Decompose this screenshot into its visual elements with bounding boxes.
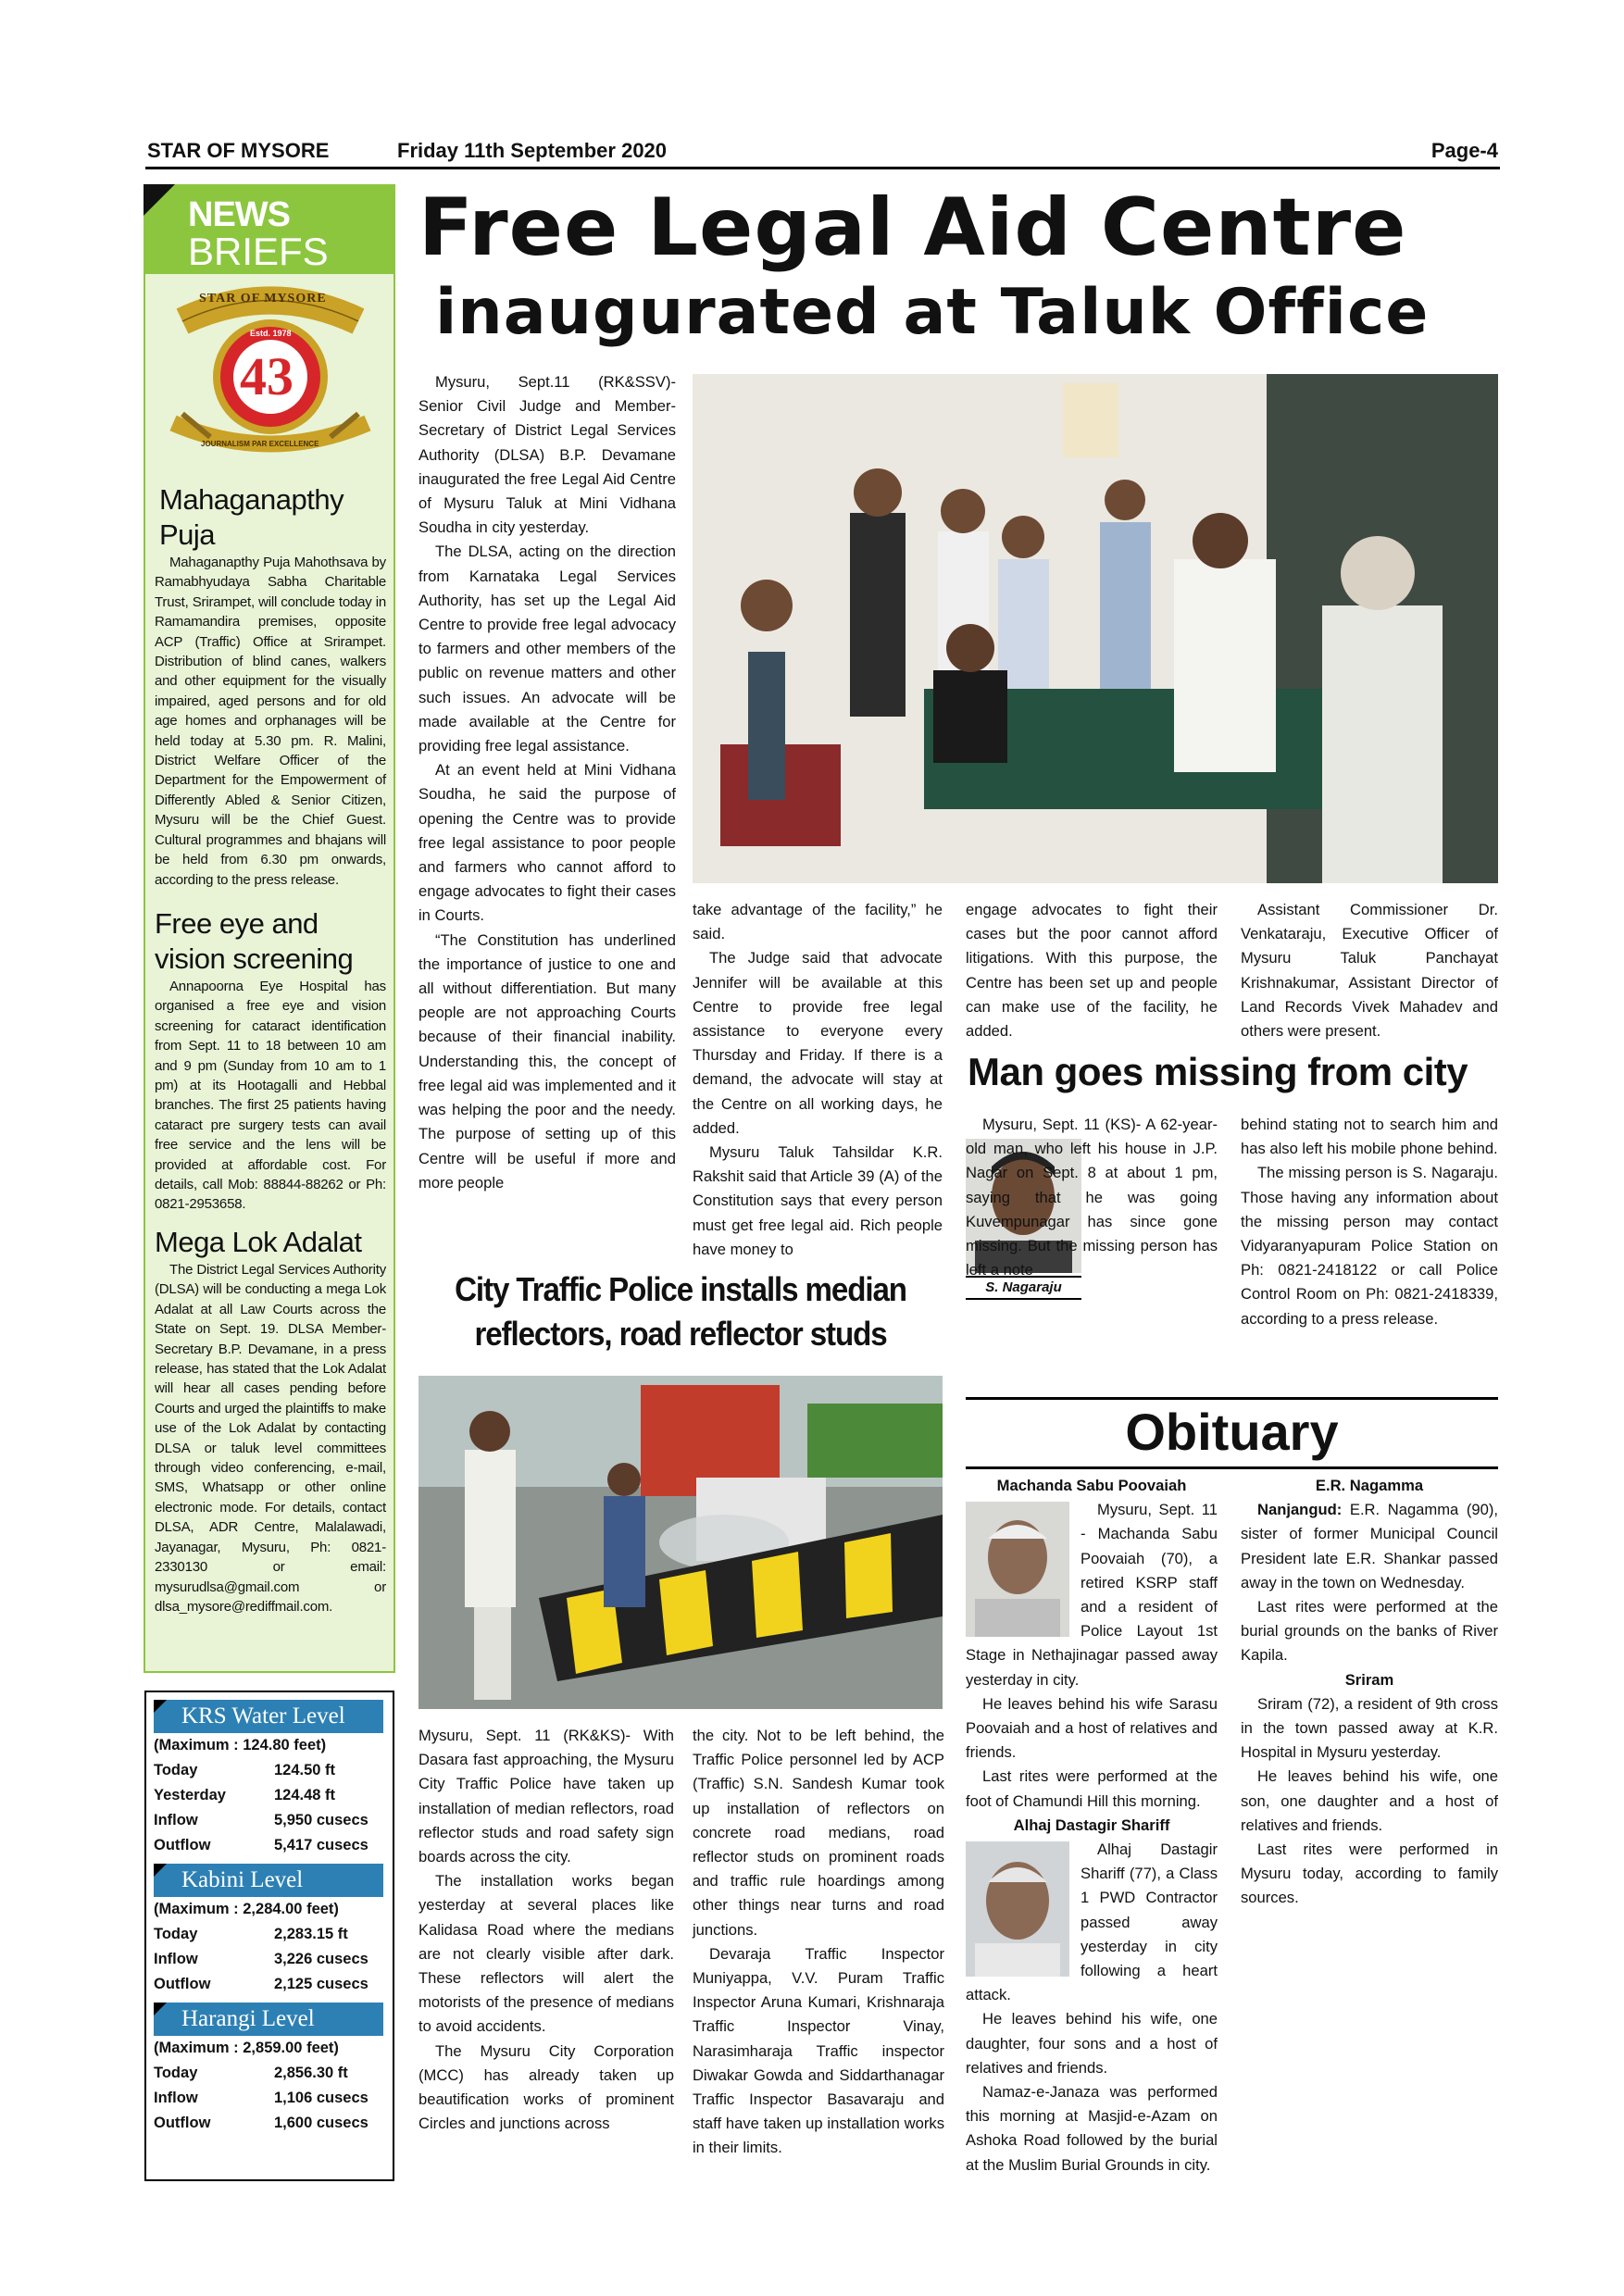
brief-body: Mahaganapthy Puja Mahothsava by Ramabhyudaya Sabha Charitable Trust, Srirampet, will conclude today in Ramamandira premises, opposite ACP (Traffic) Office at Srirampet. Distribution of blind canes, walkers and other equipment for the visually impaired, aged persons and for old age homes and orphanages will be held today at 5.30 pm. R. Malini, District Welfare Officer of the Department for the Empowerment of Differently Abled & Senior Citizen, Mysuru will be the Chief Guest. Cultural programmes and bhajans will be held from 6.30 pm onwards, according to the press release. xyxy=(155,555,386,888)
obit-paragraph: Alhaj Dastagir Shariff (77), a Class 1 PWD Contractor passed away yesterday in city following a heart attack. xyxy=(966,1841,1218,2004)
obit-paragraph: Last rites were performed at the burial grounds on the banks of River Kapila. xyxy=(1241,1598,1498,1665)
obituary-rule-bottom xyxy=(966,1466,1498,1469)
obit-paragraph: Last rites were performed in Mysuru today, according to family sources. xyxy=(1241,1841,1498,1907)
harangi-max: (Maximum : 2,859.00 feet) xyxy=(154,2040,339,2056)
lead-paragraph: Mysuru Taluk Tahsildar K.R. Rakshit said that Article 39 (A) of the Constitution says that every person must get free legal aid. Rich people have money to xyxy=(693,1143,943,1258)
obit-paragraph: Nanjangud: E.R. Nagamma (90), sister of former Municipal Council President late E.R. Shankar passed away in the town on Wednesday. xyxy=(1241,1501,1498,1591)
obit-location: Nanjangud: xyxy=(1257,1501,1343,1519)
kabini-max: (Maximum : 2,284.00 feet) xyxy=(154,1901,339,1917)
obit-photo-poovaiah xyxy=(966,1502,1069,1637)
legal-aid-photo xyxy=(693,374,1498,883)
obit-paragraph: Namaz-e-Janaza was performed this morning at Masjid-e-Azam on Ashoka Road followed by the burial at the Muslim Burial Grounds in city. xyxy=(966,2083,1218,2174)
missing-headline: Man goes missing from city xyxy=(968,1050,1468,1093)
photo-reflector-installation xyxy=(418,1376,943,1709)
level-row: Outflow 2,125 cusecs xyxy=(154,1976,369,1992)
lead-paragraph: take advantage of the facility,” he said. xyxy=(693,901,943,943)
obit-name: Alhaj Dastagir Shariff xyxy=(1013,1816,1170,1834)
lead-paragraph: At an event held at Mini Vidhana Soudha, he said the purpose of opening the Centre was to provide free legal assistance to poor people and farmers who cannot afford to engage advocates to fight their cases in Courts. xyxy=(418,761,676,925)
krs-level-title: KRS Water Level xyxy=(154,1700,383,1733)
lead-column-4 xyxy=(1241,898,1498,1043)
harangi-level xyxy=(154,2003,383,2136)
photo-legal-aid-inauguration xyxy=(693,374,1498,883)
obit-paragraph: Sriram (72), a resident of 9th cross in the town passed away at K.R. Hospital in Mysuru yesterday. xyxy=(1241,1694,1498,1762)
obit-paragraph: He leaves behind his wife Sarasu Poovaiah and a host of relatives and friends. xyxy=(966,1694,1218,1762)
brief-eye-screening xyxy=(155,906,386,1215)
missing-photo-caption: S. Nagaraju xyxy=(966,1276,1081,1300)
lead-column-2 xyxy=(693,898,943,1262)
obit-name: Sriram xyxy=(1344,1670,1394,1689)
traffic-paragraph: the city. Not to be left behind, the Traffic Police personnel led by ACP (Traffic) S.N. Sandesh Kumar took up installation of reflectors on concrete road medians, road reflector studs on prominent roads and traffic rule hoardings among other things near turns and road junctions. xyxy=(693,1727,944,1939)
paper-name: STAR OF MYSORE xyxy=(147,139,330,162)
news-label: NEWS xyxy=(188,195,290,234)
traffic-headline-line2: reflectors, road reflector studs xyxy=(474,1315,887,1353)
traffic-headline-line1: City Traffic Police installs median xyxy=(455,1270,906,1308)
level-row: Yesterday 124.48 ft xyxy=(154,1787,336,1803)
level-row: Today 2,856.30 ft xyxy=(154,2065,348,2081)
obit-paragraph: He leaves behind his wife, one daughter, four sons and a host of relatives and friends. xyxy=(966,2010,1218,2077)
level-row: Outflow 1,600 cusecs xyxy=(154,2115,369,2131)
level-row: Inflow 5,950 cusecs xyxy=(154,1812,369,1828)
brief-title-line1: Free eye and xyxy=(155,907,319,940)
missing-paragraph: The missing person is S. Nagaraju. Those having any information about the missing person may contact Vidyaranyapuram Police Station on Ph: 0821-2418122 or call Police Control Room on Ph: 0821-2418339, according to a press release. xyxy=(1241,1164,1498,1328)
brief-lok-adalat xyxy=(155,1225,386,1616)
brief-puja xyxy=(155,482,386,890)
obit-name: E.R. Nagamma xyxy=(1315,1477,1424,1494)
kabini-level xyxy=(154,1864,383,1997)
brief-body: The District Legal Services Authority (DLSA) will be conducting a mega Lok Adalat at all Law Courts across the State on Sept. 19. DLSA Member-Secretary B.P. Devamane, in a press release, has stated that the Lok Adalat will hear all cases pending before Courts and urged the plaintiffs to make use of the Lok Adalat by contacting DLSA or taluk level committees through video conferencing, e-mail, SMS, Whatsapp or other online electronic mode. For details, contact DLSA, ADR Centre, Malalawadi, Jayanagar, Mysuru, Ph: 0821-2330130 or email: mysurudlsa@gmail.com or dlsa_mysore@rediffmail.com. xyxy=(155,1262,386,1615)
missing-column-2 xyxy=(1241,1113,1498,1331)
krs-level xyxy=(154,1700,383,1858)
obit-paragraph: Mysuru, Sept. 11 - Machanda Sabu Poovaiah (70), a retired KSRP staff and a resident of Police Layout 1st Stage in Nethajinagar passed away yesterday in city. xyxy=(966,1501,1218,1689)
kabini-level-title: Kabini Level xyxy=(154,1864,383,1897)
obit-paragraph: Last rites were performed at the foot of Chamundi Hill this morning. xyxy=(966,1767,1218,1810)
harangi-level-title: Harangi Level xyxy=(154,2003,383,2036)
traffic-paragraph: The Mysuru City Corporation (MCC) has already taken up beautification works of prominent Circles and junctions across xyxy=(418,2041,674,2133)
missing-column-1 xyxy=(966,1113,1218,1282)
lead-paragraph: Mysuru, Sept.11 (RK&SSV)- Senior Civil Judge and Member-Secretary of District Legal Services Authority (DLSA) B.P. Devamane inaugurated the free Legal Aid Centre of Mysuru Taluk at Mini Vidhana Soudha in city yesterday. xyxy=(418,373,676,537)
level-row: Today 124.50 ft xyxy=(154,1762,336,1778)
lead-headline-line1: Free Legal Aid Centre xyxy=(418,181,1407,274)
missing-paragraph: behind stating not to search him and has also left his mobile phone behind. xyxy=(1241,1116,1498,1158)
lead-column-3 xyxy=(966,898,1218,1043)
news-briefs-label xyxy=(145,186,394,274)
level-row: Inflow 3,226 cusecs xyxy=(154,1951,369,1967)
briefs-label: BRIEFS xyxy=(188,230,329,273)
logo-number: 43 xyxy=(240,346,294,406)
masthead-bar xyxy=(145,135,1500,169)
level-row: Inflow 1,106 cusecs xyxy=(154,2090,369,2106)
photo-dastagir-shariff xyxy=(966,1841,1069,1977)
obituary-column-2 xyxy=(1241,1474,1498,1911)
logo-estd: Estd. 1978 xyxy=(250,329,292,338)
traffic-photo xyxy=(418,1376,943,1709)
obit-paragraph: He leaves behind his wife, one son, one daughter and a host of relatives and friends. xyxy=(1241,1767,1498,1834)
brief-title: Mega Lok Adalat xyxy=(155,1226,362,1258)
traffic-paragraph: The installation works began yesterday at several places like Kalidasa Road where the medians are not clearly visible after dark. These reflectors will alert the motorists of the presence of medians to avoid accidents. xyxy=(418,1872,674,2036)
brief-title-line2: vision screening xyxy=(155,942,354,975)
logo-name: STAR OF MYSORE xyxy=(199,292,327,306)
photo-poovaiah xyxy=(966,1502,1069,1637)
traffic-paragraph: Mysuru, Sept. 11 (RK&KS)- With Dasara fast approaching, the Mysuru City Traffic Police have taken up installation of median reflectors, road reflector studs and road safety sign boards across the city. xyxy=(418,1727,674,1866)
level-row: Today 2,283.15 ft xyxy=(154,1926,348,1942)
obit-photo-shariff xyxy=(966,1841,1069,1977)
traffic-column-1 xyxy=(418,1724,674,2136)
lead-paragraph: engage advocates to fight their cases but the poor cannot afford litigations. With this purpose, the Centre has been set up and people can make use of the facility, he added. xyxy=(966,901,1218,1041)
news-briefs-panel xyxy=(144,184,395,1673)
lead-headline-line2: inaugurated at Taluk Office xyxy=(435,276,1430,349)
traffic-paragraph: Devaraja Traffic Inspector Muniyappa, V.V. Puram Traffic Inspector Aruna Kumari, Krishnaraja Traffic Inspector Vinay, Narasimharaja Traffic inspector Diwakar Gowda and Siddarthanagar Traffic Inspector Basavaraju and staff have taken up installation works in their limits. xyxy=(693,1944,944,2157)
level-row: Outflow 5,417 cusecs xyxy=(154,1837,369,1853)
anniversary-logo xyxy=(155,284,386,468)
obituary-rule xyxy=(966,1397,1498,1400)
missing-paragraph: Mysuru, Sept. 11 (KS)- A 62-year-old man, who left his house in J.P. Nagar on Sept. 8 at about 1 pm, saying that he was going Kuvempunagar has since gone missing. But the missing person has left a note xyxy=(966,1116,1218,1279)
brief-body: Annapoorna Eye Hospital has organised a free eye and vision screening for cataract identification from Sept. 11 to 18 between 10 am and 9 pm (Sunday from 10 am to 1 pm) at its Hootagalli and Hebbal branches. The first 25 patients having cataract pre surgery tests can avail free service and the lens will be provided at affordable cost. For details, call Mob: 88844-88262 or Ph: 0821-2953658. xyxy=(155,979,386,1213)
brief-title: Mahaganapthy Puja xyxy=(159,483,344,551)
obit-name: Machanda Sabu Poovaiah xyxy=(996,1477,1187,1494)
obituary-column-1 xyxy=(966,1474,1218,2177)
lead-paragraph: The DLSA, acting on the direction from Karnataka Legal Services Authority, has set up the Legal Aid Centre to provide free legal advocacy to farmers and other members of the public on revenue matters and other such issues. An advocate will be made available at the Centre for providing free legal assistance. xyxy=(418,543,676,755)
lead-paragraph: The Judge said that advocate Jennifer will be available at this Centre to provide free legal assistance to everyone every Thursday and Friday. If there is a demand, the advocate will stay at the Centre on all working days, he added. xyxy=(693,949,943,1137)
traffic-column-2 xyxy=(693,1724,944,2161)
lead-paragraph: Assistant Commissioner Dr. Venkataraju, Executive Officer of Mysuru Taluk Panchayat Krishnakumar, Assistant Director of Land Records Vivek Mahadev and others were present. xyxy=(1241,901,1498,1041)
page-number: Page-4 xyxy=(1430,139,1498,162)
logo-motto: JOURNALISM PAR EXCELLENCE xyxy=(201,440,319,448)
issue-date: Friday 11th September 2020 xyxy=(397,139,668,162)
krs-max: (Maximum : 124.80 feet) xyxy=(154,1737,327,1753)
lead-paragraph: “The Constitution has underlined the importance of justice to one and all without differentiation. But many people are not approaching Courts because of their financial inability. Understanding this, the concept of free legal aid was implemented and it was helping the poor and the needy. The purpose of setting up of this Centre will be useful if more and more people xyxy=(418,930,676,1192)
lead-column-1 xyxy=(418,370,676,1195)
water-levels-box xyxy=(144,1691,394,2181)
obituary-headline: Obituary xyxy=(1125,1403,1339,1461)
